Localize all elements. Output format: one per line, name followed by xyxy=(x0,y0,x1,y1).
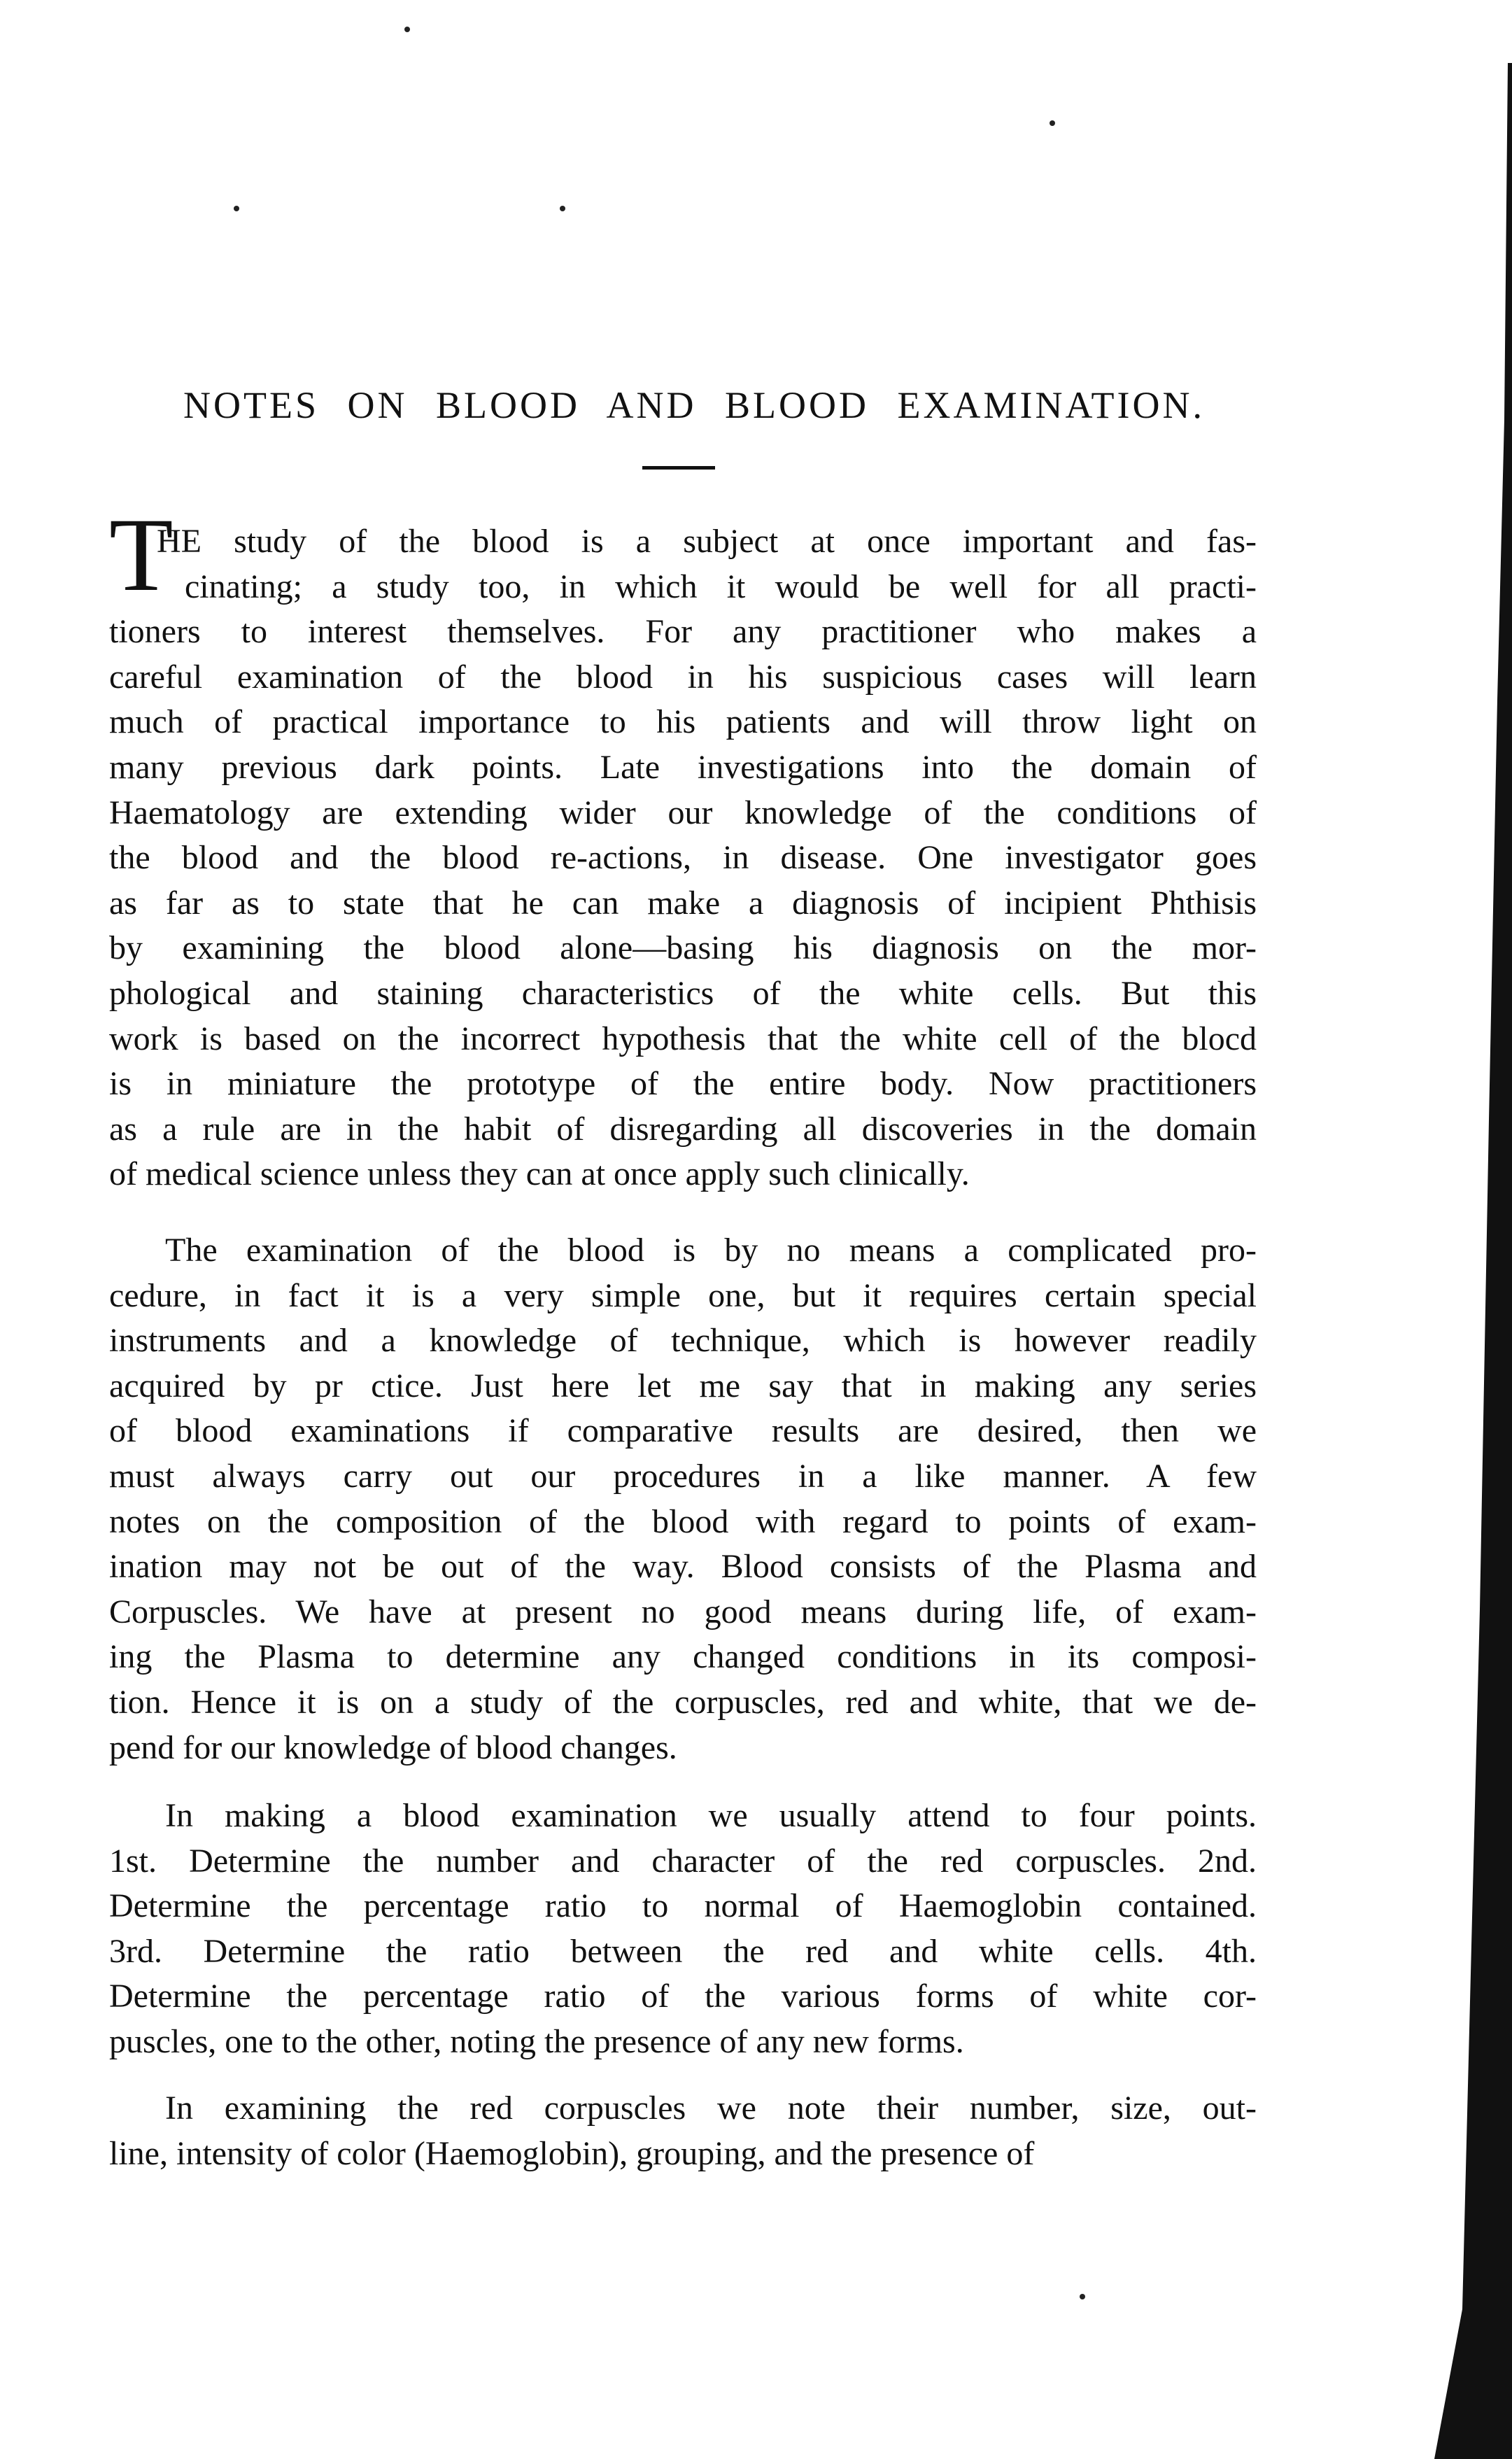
text-line: by examining the blood alone—basing his diagnosis on the mor- xyxy=(109,929,1257,967)
text-line: tion. Hence it is on a study of the corpuscles, red and white, that we de- xyxy=(109,1684,1257,1721)
text-line: work is based on the incorrect hypothesis that the white cell of the blocd xyxy=(109,1020,1257,1057)
text-line: Haematology are extending wider our knowledge of the conditions of xyxy=(109,794,1257,831)
text-line: cinating; a study too, in which it would be well for all practi- xyxy=(185,568,1257,605)
text-line: HE study of the blood is a subject at once important and fas- xyxy=(157,523,1257,560)
speck xyxy=(1050,120,1055,126)
binding-edge-shadow xyxy=(1364,0,1512,2459)
text-line: notes on the composition of the blood with regard to points of exam- xyxy=(109,1502,1257,1540)
text-line: instruments and a knowledge of technique, which is however readily xyxy=(109,1322,1257,1360)
text-line: pend for our knowledge of blood changes. xyxy=(109,1728,677,1766)
title-rule xyxy=(642,466,715,470)
text-line: line, intensity of color (Haemoglobin), grouping, and the presence of xyxy=(109,2134,1035,2172)
text-line: In examining the red corpuscles we note their number, size, out- xyxy=(165,2090,1257,2127)
drop-cap: T xyxy=(109,497,174,613)
text-line: 3rd. Determine the ratio between the red and white cells. 4th. xyxy=(109,1932,1257,1970)
text-line: ing the Plasma to determine any changed conditions in its composi- xyxy=(109,1638,1257,1676)
text-line: acquired by pr ctice. Just here let me say that in making any series xyxy=(109,1367,1257,1404)
text-line: many previous dark points. Late investigations into the domain of xyxy=(109,749,1257,786)
text-line: puscles, one to the other, noting the presence of any new forms. xyxy=(109,2023,964,2060)
text-line: Determine the percentage ratio to normal of Haemoglobin contained. xyxy=(109,1887,1257,1925)
text-line: careful examination of the blood in his suspicious cases will learn xyxy=(109,658,1257,696)
text-line: 1st. Determine the number and character of the red corpuscles. 2nd. xyxy=(109,1842,1257,1880)
text-line: as far as to state that he can make a diagnosis of incipient Phthisis xyxy=(109,884,1257,922)
text-line: Corpuscles. We have at present no good means during life, of exam- xyxy=(109,1593,1257,1630)
text-line: ination may not be out of the way. Blood consists of the Plasma and xyxy=(109,1548,1257,1586)
text-line: Determine the percentage ratio of the various forms of white cor- xyxy=(109,1978,1257,2015)
text-line: In making a blood examination we usually attend to four points. xyxy=(165,1797,1257,1834)
speck xyxy=(234,206,239,211)
speck xyxy=(404,27,410,32)
text-line: phological and staining characteristics of the white cells. But this xyxy=(109,975,1257,1012)
text-line: tioners to interest themselves. For any practitioner who makes a xyxy=(109,613,1257,651)
text-line: is in miniature the prototype of the entire body. Now practitioners xyxy=(109,1065,1257,1103)
text-line: of medical science unless they can at once apply such clinically. xyxy=(109,1155,970,1193)
text-line: much of practical importance to his patients and will throw light on xyxy=(109,703,1257,741)
speck xyxy=(560,206,565,211)
text-line: The examination of the blood is by no means a complicated pro- xyxy=(165,1232,1257,1269)
text-line: the blood and the blood re-actions, in disease. One investigator goes xyxy=(109,839,1257,877)
text-line: as a rule are in the habit of disregarding all discoveries in the domain xyxy=(109,1110,1257,1148)
text-line: cedure, in fact it is a very simple one, but it requires certain special xyxy=(109,1276,1257,1314)
speck xyxy=(1080,2294,1085,2299)
text-line: of blood examinations if comparative results are desired, then we xyxy=(109,1412,1257,1450)
page-title: NOTES ON BLOOD AND BLOOD EXAMINATION. xyxy=(183,384,1205,426)
text-line: must always carry out our procedures in a like manner. A few xyxy=(109,1458,1257,1495)
